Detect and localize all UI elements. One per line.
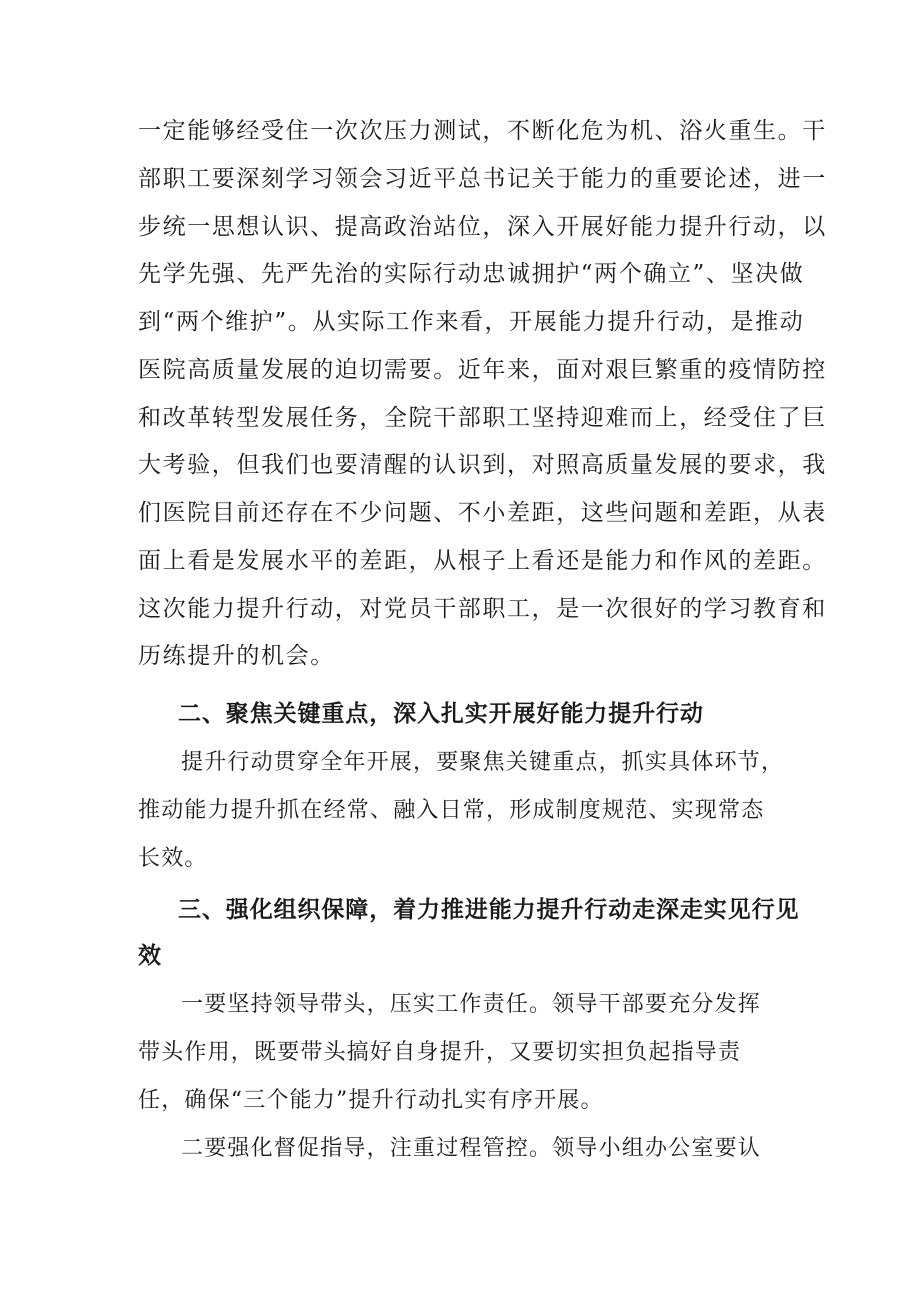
body-text-line: 先学先强、先严先治的实际行动忠诚拥护“两个确立”、坚决做 [138,261,805,287]
body-text-line: 医院高质量发展的迫切需要。近年来，面对艰巨繁重的疫情防控 [138,357,827,383]
body-text-line: 提升行动贯穿全年开展，要聚焦关键重点，抓实具体环节， [181,750,785,775]
body-text-line: 到“两个维护”。从实际工作来看，开展能力提升行动，是推动 [138,309,805,335]
body-text-line: 面上看是发展水平的差距，从根子上看还是能力和作风的差距。 [138,548,827,574]
body-text-line: 们医院目前还存在不少问题、不小差距，这些问题和差距，从表 [138,500,827,526]
body-text-line: 推动能力提升抓在经常、融入日常，形成制度规范、实现常态 [138,798,765,823]
body-text-line: 和改革转型发展任务，全院干部职工坚持迎难而上，经受住了巨 [138,405,827,431]
body-text-line: 步统一思想认识、提高政治站位，深入开展好能力提升行动，以 [138,214,827,240]
body-text-line: 任，确保“三个能力”提升行动扎实有序开展。 [138,1088,604,1113]
body-text-line: 带头作用，既要带头搞好自身提升，又要切实担负起指导责 [138,1040,742,1065]
body-text-line: 大考验，但我们也要清醒的认识到，对照高质量发展的要求，我 [138,452,827,478]
body-text-line: 一定能够经受住一次次压力测试，不断化危为机、浴火重生。干 [138,118,827,144]
body-text-line: 部职工要深刻学习领会习近平总书记关于能力的重要论述，进一 [138,166,827,192]
body-text-line: 这次能力提升行动，对党员干部职工，是一次很好的学习教育和 [138,596,827,622]
body-text-line: 一要坚持领导带头，压实工作责任。领导干部要充分发挥 [181,992,762,1017]
body-text-line: 长效。 [138,846,208,871]
section-heading-2: 二、聚焦关键重点，深入扎实开展好能力提升行动 [178,701,704,727]
section-heading-3: 三、强化组织保障，着力推进能力提升行动走深走实见行见 [178,897,800,923]
body-text-line: 二要强化督促指导，注重过程管控。领导小组办公室要认 [181,1136,762,1161]
body-text-line: 历练提升的机会。 [138,643,335,669]
section-heading-3-continued: 效 [138,943,162,969]
